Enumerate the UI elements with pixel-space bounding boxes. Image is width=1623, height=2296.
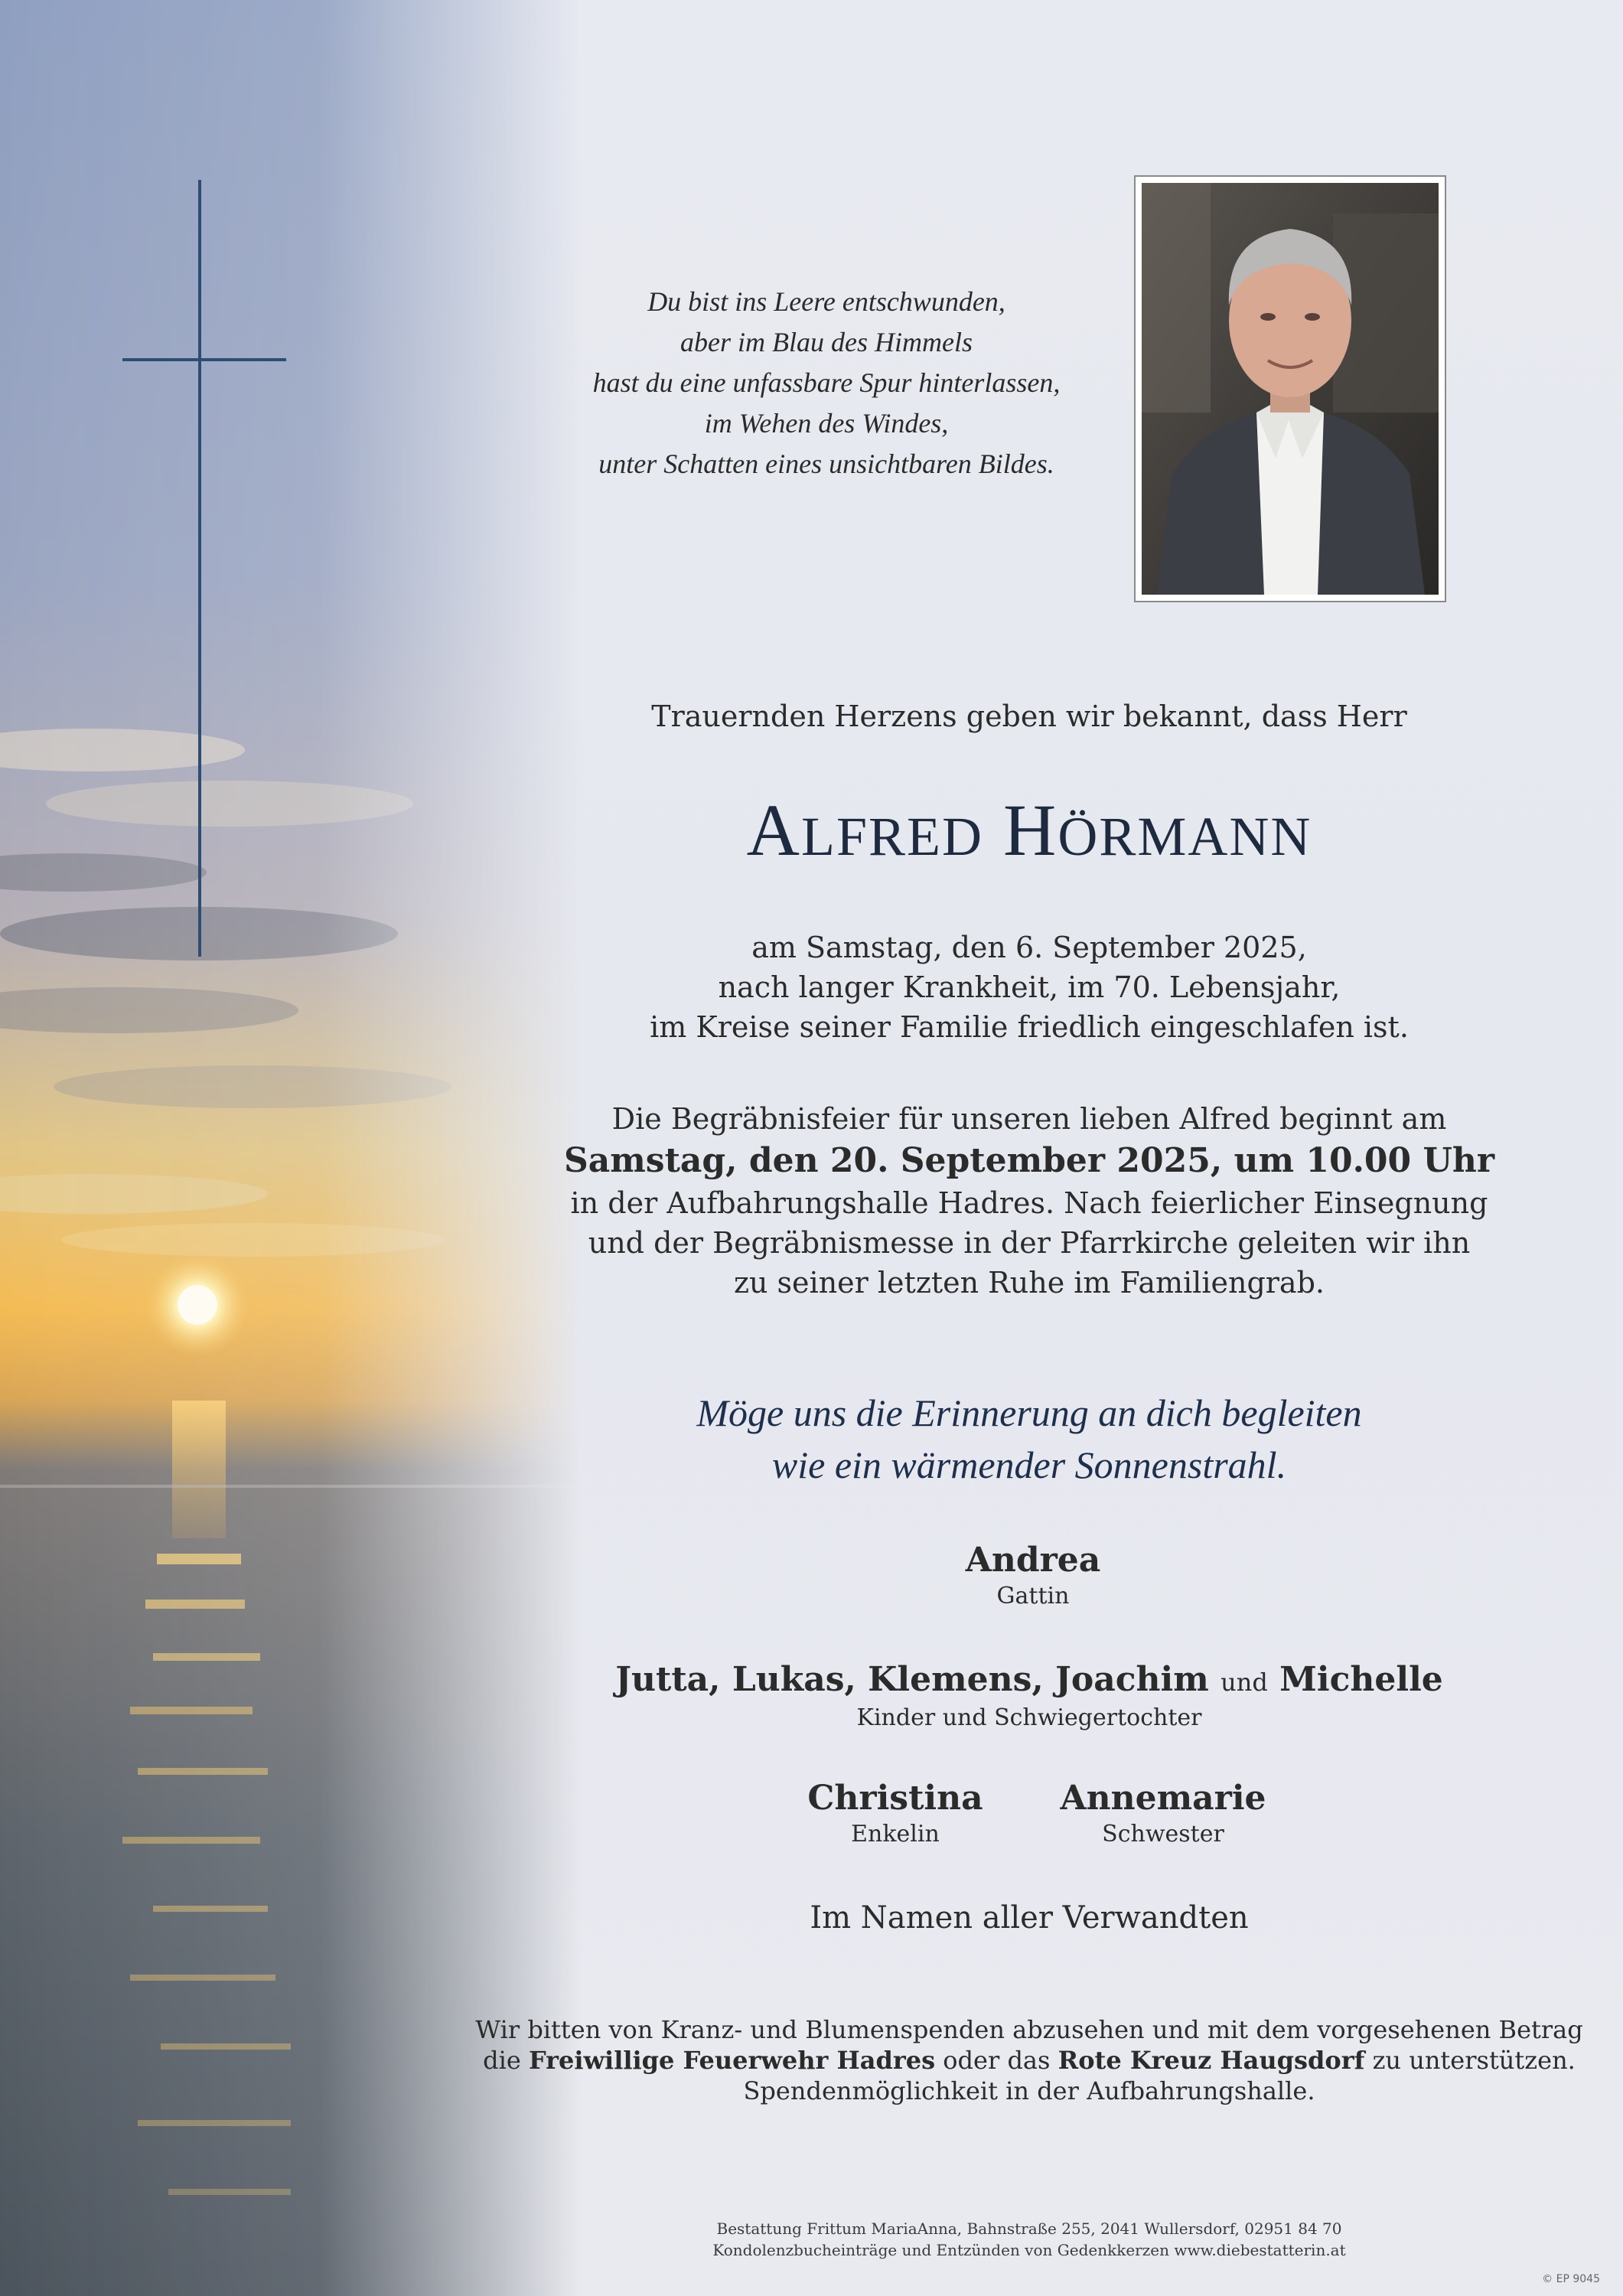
footer-line: Bestattung Frittum MariaAnna, Bahnstraße 255, 2041 Wullersdorf, 02951 84 70 xyxy=(716,2219,1342,2238)
donation-post: zu unterstützen. xyxy=(1372,2046,1576,2075)
donation-line: Spendenmöglichkeit in der Aufbahrungshalle. xyxy=(743,2076,1315,2105)
funeral-date: Samstag, den 20. September 2025, um 10.00 Uhr xyxy=(563,1141,1495,1180)
poem-line: unter Schatten eines unsichtbaren Bildes. xyxy=(598,448,1054,479)
surname-rest: ÖRMANN xyxy=(1058,806,1312,867)
footer-line: Kondolenzbucheinträge und Entzünden von Gedenkkerzen www.diebestatterin.at xyxy=(712,2241,1346,2259)
donation-request xyxy=(474,2014,1584,2106)
spouse-relation: Gattin xyxy=(996,1583,1070,1609)
name-initial: A xyxy=(746,789,801,871)
footer xyxy=(536,2218,1523,2261)
death-line: am Samstag, den 6. September 2025, xyxy=(751,931,1307,964)
children-last: Michelle xyxy=(1279,1660,1443,1699)
family-children xyxy=(536,1659,1523,1733)
cross-icon xyxy=(198,180,201,957)
motto-line: wie ein wärmender Sonnenstrahl. xyxy=(771,1443,1287,1486)
portrait-photo xyxy=(1142,183,1439,595)
funeral-info xyxy=(536,1099,1523,1303)
poem xyxy=(520,282,1133,484)
poem-line: hast du eine unfassbare Spur hinterlassen, xyxy=(592,367,1061,398)
portrait-photo-frame xyxy=(1134,175,1446,602)
donation-org-fire-brigade: Freiwillige Feuerwehr Hadres xyxy=(528,2046,936,2075)
death-line: im Kreise seiner Familie friedlich eingeschlafen ist. xyxy=(650,1010,1409,1044)
intro-text: Trauernden Herzens geben wir bekannt, dass Herr xyxy=(651,700,1407,733)
children-relation: Kinder und Schwiegertochter xyxy=(856,1704,1202,1731)
children-names xyxy=(536,1659,1523,1703)
motto xyxy=(536,1387,1523,1491)
funeral-line: in der Aufbahrungshalle Hadres. Nach feierlicher Einsegnung xyxy=(570,1186,1488,1220)
sister-name: Annemarie xyxy=(1060,1779,1266,1818)
poem-line: aber im Blau des Himmels xyxy=(680,327,973,357)
donation-pre: die xyxy=(483,2046,521,2075)
deceased-name xyxy=(536,788,1523,879)
family-sister xyxy=(1033,1778,1293,1850)
family-spouse xyxy=(842,1540,1224,1612)
funeral-line: und der Begräbnismesse in der Pfarrkirche geleiten wir ihn xyxy=(588,1226,1471,1260)
portrait-image xyxy=(1142,183,1439,595)
donation-org-red-cross: Rote Kreuz Haugsdorf xyxy=(1058,2046,1365,2075)
death-line: nach langer Krankheit, im 70. Lebensjahr, xyxy=(718,970,1341,1004)
children-list: Jutta, Lukas, Klemens, Joachim xyxy=(615,1660,1209,1699)
funeral-line: Die Begräbnisfeier für unseren lieben Alfred beginnt am xyxy=(611,1102,1447,1136)
donation-line: Wir bitten von Kranz- und Blumenspenden abzusehen und mit dem vorgesehenen Betrag xyxy=(475,2015,1583,2044)
poem-line: Du bist ins Leere entschwunden, xyxy=(647,286,1005,317)
spouse-name: Andrea xyxy=(965,1541,1101,1580)
donation-mid: oder das xyxy=(943,2046,1051,2075)
children-und: und xyxy=(1221,1668,1268,1697)
name-rest: LFRED xyxy=(800,806,983,867)
cross-icon-bar xyxy=(122,358,286,361)
poem-line: im Wehen des Windes, xyxy=(704,408,949,439)
granddaughter-name: Christina xyxy=(807,1779,983,1818)
donation-line xyxy=(474,2045,1584,2076)
family-granddaughter xyxy=(765,1778,1025,1850)
funeral-line: zu seiner letzten Ruhe im Familiengrab. xyxy=(733,1266,1325,1300)
print-code: © EP 9045 xyxy=(1542,2273,1600,2285)
surname-initial: H xyxy=(1003,789,1058,871)
sister-relation: Schwester xyxy=(1102,1821,1224,1848)
relatives-closing: Im Namen aller Verwandten xyxy=(810,1900,1249,1936)
motto-line: Möge uns die Erinnerung an dich begleiten xyxy=(696,1391,1362,1434)
death-notice xyxy=(536,928,1523,1047)
granddaughter-relation: Enkelin xyxy=(851,1821,940,1848)
